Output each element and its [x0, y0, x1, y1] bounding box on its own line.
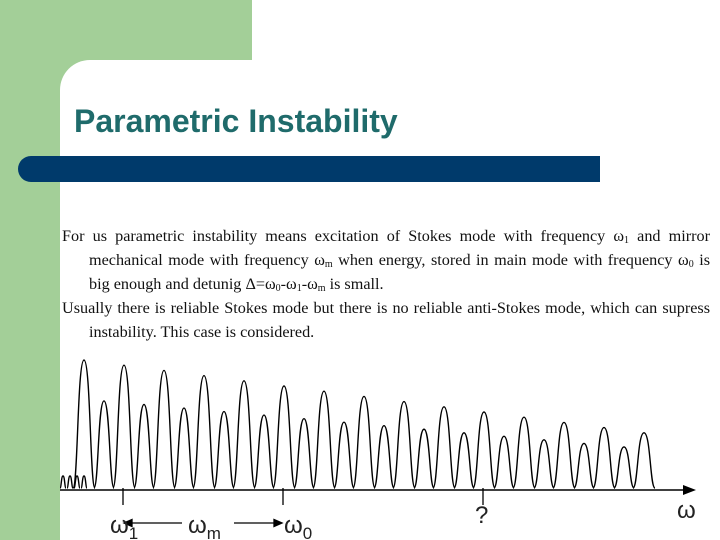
spectrum-peak [334, 422, 354, 488]
label-omega-m: $\omega_m$ [188, 512, 221, 540]
spacing-arrows [123, 488, 483, 527]
spectrum-peak [214, 412, 234, 488]
spectrum-peak [513, 417, 535, 488]
spectrum-peak [134, 404, 154, 488]
spectrum-peak [113, 365, 135, 488]
mode-spectrum-figure [60, 340, 720, 540]
spectrum-peak [60, 476, 66, 488]
spectrum-peak [473, 412, 495, 488]
spectrum-peak [393, 402, 415, 488]
spectrum-peak [614, 447, 634, 488]
label-question: ? [475, 502, 489, 529]
paragraph-definition: For us parametric instability means excitation of Stokes mode with frequency $\omega_1$ and mirror mechanical mode with frequency $\omega_m$ when energy, stored in main mode with frequency $\omega_0$ is big enough and detunig $\Delta=\omega_0-\omega_1-\omega_m$ is small. [62, 227, 710, 294]
spectrum-peak [73, 360, 95, 488]
spectrum-peak [254, 415, 274, 488]
spectrum-peak [67, 476, 73, 488]
spectrum-peaks [60, 360, 655, 488]
spectrum-peak [574, 443, 594, 488]
spectrum-peak [553, 422, 575, 488]
spectrum-peak [294, 419, 314, 488]
spectrum-peak [233, 381, 255, 488]
paragraph-case: Usually there is reliable Stokes mode but there is no reliable anti-Stokes mode, which can supress instability. This case is considered. [62, 299, 710, 341]
spectrum-peak [454, 433, 474, 488]
spectrum-peak [193, 376, 215, 488]
body-text [62, 224, 710, 344]
label-omega-axis: ω [677, 497, 696, 524]
spectrum-peak [494, 436, 514, 488]
spectrum-peak [153, 370, 175, 488]
spectrum-peak [374, 426, 394, 488]
spectrum-peak [353, 396, 375, 488]
spectrum-peak [94, 401, 114, 488]
spectrum-peak [593, 428, 615, 488]
spectrum-peak [633, 433, 655, 488]
spectrum-peak [273, 386, 295, 488]
spectrum-peak [414, 429, 434, 488]
spectrum-peak [433, 407, 455, 488]
axis-arrowhead [683, 485, 696, 495]
spectrum-peak [313, 391, 335, 488]
label-omega-0: $\omega_0$ [284, 512, 313, 540]
spectrum-peak [81, 476, 87, 488]
spectrum-peak [534, 440, 554, 488]
title-underline-bar [18, 156, 600, 182]
spectrum-peak [174, 408, 194, 488]
slide-title: Parametric Instability [74, 103, 398, 139]
label-omega-1: $\omega_1$ [110, 512, 139, 540]
